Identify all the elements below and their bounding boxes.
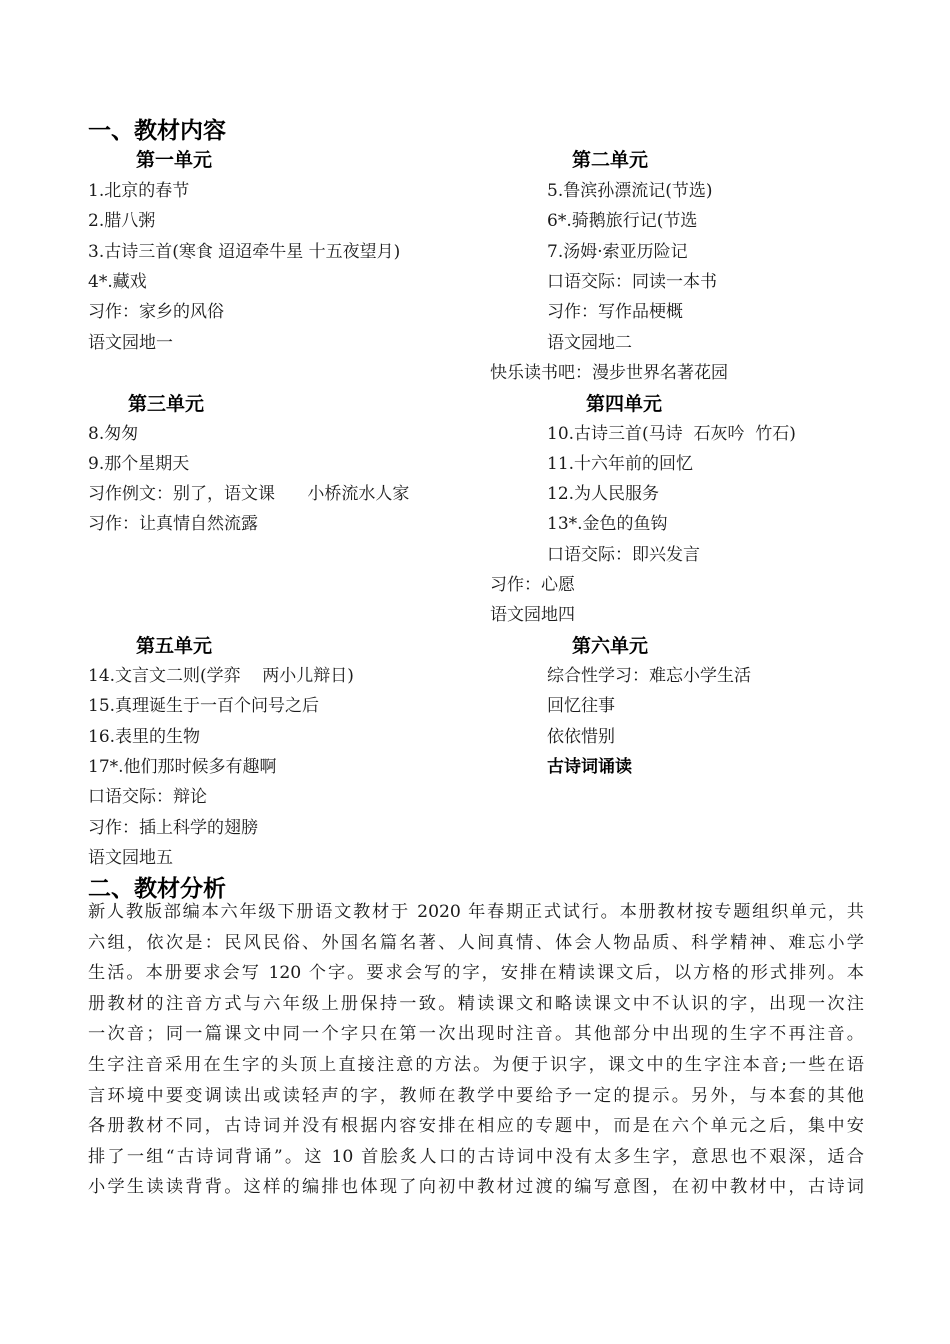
unit-2-item: 快乐读书吧：漫步世界名著花园 xyxy=(490,363,728,383)
unit-6-item: 回忆往事 xyxy=(547,696,615,716)
unit-2-heading: 第二单元 xyxy=(572,149,649,171)
unit-4-item: 口语交际：即兴发言 xyxy=(547,545,700,565)
section-title-textbook-analysis: 二、教材分析 xyxy=(88,876,226,902)
unit-2-item: 语文园地二 xyxy=(547,333,632,353)
paragraph-line: 生字注音采用在生字的头顶上直接注意的方法。为便于识字，课文中的生字注本音;一些在语 xyxy=(88,1054,864,1075)
unit-5-item: 17*.他们那时候多有趣啊 xyxy=(88,757,277,777)
unit-2-item: 7.汤姆·索亚历险记 xyxy=(547,242,688,262)
analysis-paragraph xyxy=(88,897,864,1203)
section-title-textbook-content: 一、教材内容 xyxy=(88,118,226,144)
unit-5-item: 16.表里的生物 xyxy=(88,727,201,747)
unit-3-item: 习作：让真情自然流露 xyxy=(88,514,258,534)
unit-5-item: 语文园地五 xyxy=(88,848,173,868)
unit-2-item: 口语交际：同读一本书 xyxy=(547,272,717,292)
unit-1-item: 4*.藏戏 xyxy=(88,272,147,292)
unit-4-item: 12.为人民服务 xyxy=(547,484,660,504)
unit-1-item: 3.古诗三首(寒食 迢迢牵牛星 十五夜望月) xyxy=(88,242,401,262)
unit-6-item: 依依惜别 xyxy=(547,727,615,747)
paragraph-line: 排了一组“古诗词背诵”。这 10 首脍炙人口的古诗词中没有太多生字，意思也不艰深，适合 xyxy=(88,1146,864,1167)
unit-3-item: 9.那个星期天 xyxy=(88,454,190,474)
unit-3-item: 习作例文：别了，语文课 小桥流水人家 xyxy=(88,484,410,504)
paragraph-line: 言环境中要变调读出或读轻声的字，教师在教学中要给予一定的提示。另外，与本套的其他 xyxy=(88,1085,864,1106)
paragraph-line: 生活。本册要求会写 120 个字。要求会写的字，安排在精读课文后，以方格的形式排列。本 xyxy=(88,963,864,984)
paragraph-line: 各册教材不同，古诗词并没有根据内容安排在相应的专题中，而是在六个单元之后，集中安 xyxy=(88,1116,864,1137)
unit-1-item: 语文园地一 xyxy=(88,333,173,353)
unit-2-item: 习作：写作品梗概 xyxy=(547,302,683,322)
paragraph-line: 新人教版部编本六年级下册语文教材于 2020 年春期正式试行。本册教材按专题组织单元，共 xyxy=(88,902,864,922)
unit-5-item: 15.真理诞生于一百个问号之后 xyxy=(88,696,320,716)
unit-6-item-poetry-recitation: 古诗词诵读 xyxy=(547,757,632,777)
paragraph-line: 小学生读读背背。这样的编排也体现了向初中教材过渡的编写意图，在初中教材中，古诗词 xyxy=(88,1177,864,1198)
unit-5-item: 14.文言文二则(学弈 两小儿辩日) xyxy=(88,666,354,686)
unit-1-heading: 第一单元 xyxy=(136,149,213,171)
unit-4-item: 语文园地四 xyxy=(490,605,575,625)
unit-4-item: 13*.金色的鱼钩 xyxy=(547,514,668,534)
unit-3-heading: 第三单元 xyxy=(128,393,205,415)
unit-1-item: 习作：家乡的风俗 xyxy=(88,302,224,322)
unit-4-item: 11.十六年前的回忆 xyxy=(547,454,694,474)
unit-4-item: 10.古诗三首(马诗 石灰吟 竹石) xyxy=(547,424,796,444)
unit-5-heading: 第五单元 xyxy=(136,635,213,657)
unit-2-item: 6*.骑鹅旅行记(节选 xyxy=(547,211,698,231)
unit-5-item: 习作：插上科学的翅膀 xyxy=(88,818,258,838)
unit-1-item: 2.腊八粥 xyxy=(88,211,156,231)
unit-2-item: 5.鲁滨孙漂流记(节选) xyxy=(547,181,713,201)
unit-3-item: 8.匆匆 xyxy=(88,424,139,444)
unit-5-item: 口语交际：辩论 xyxy=(88,787,207,807)
unit-4-item: 习作：心愿 xyxy=(490,575,575,595)
paragraph-line: 一次音；同一篇课文中同一个字只在第一次出现时注音。其他部分中出现的生字不再注音。 xyxy=(88,1024,864,1045)
unit-1-item: 1.北京的春节 xyxy=(88,181,190,201)
unit-4-heading: 第四单元 xyxy=(586,393,663,415)
unit-6-item: 综合性学习：难忘小学生活 xyxy=(547,666,751,686)
paragraph-line: 册教材的注音方式与六年级上册保持一致。精读课文和略读课文中不认识的字，出现一次注 xyxy=(88,993,864,1014)
paragraph-line: 六组，依次是：民风民俗、外国名篇名著、人间真情、体会人物品质、科学精神、难忘小学 xyxy=(88,932,864,953)
unit-6-heading: 第六单元 xyxy=(572,635,649,657)
